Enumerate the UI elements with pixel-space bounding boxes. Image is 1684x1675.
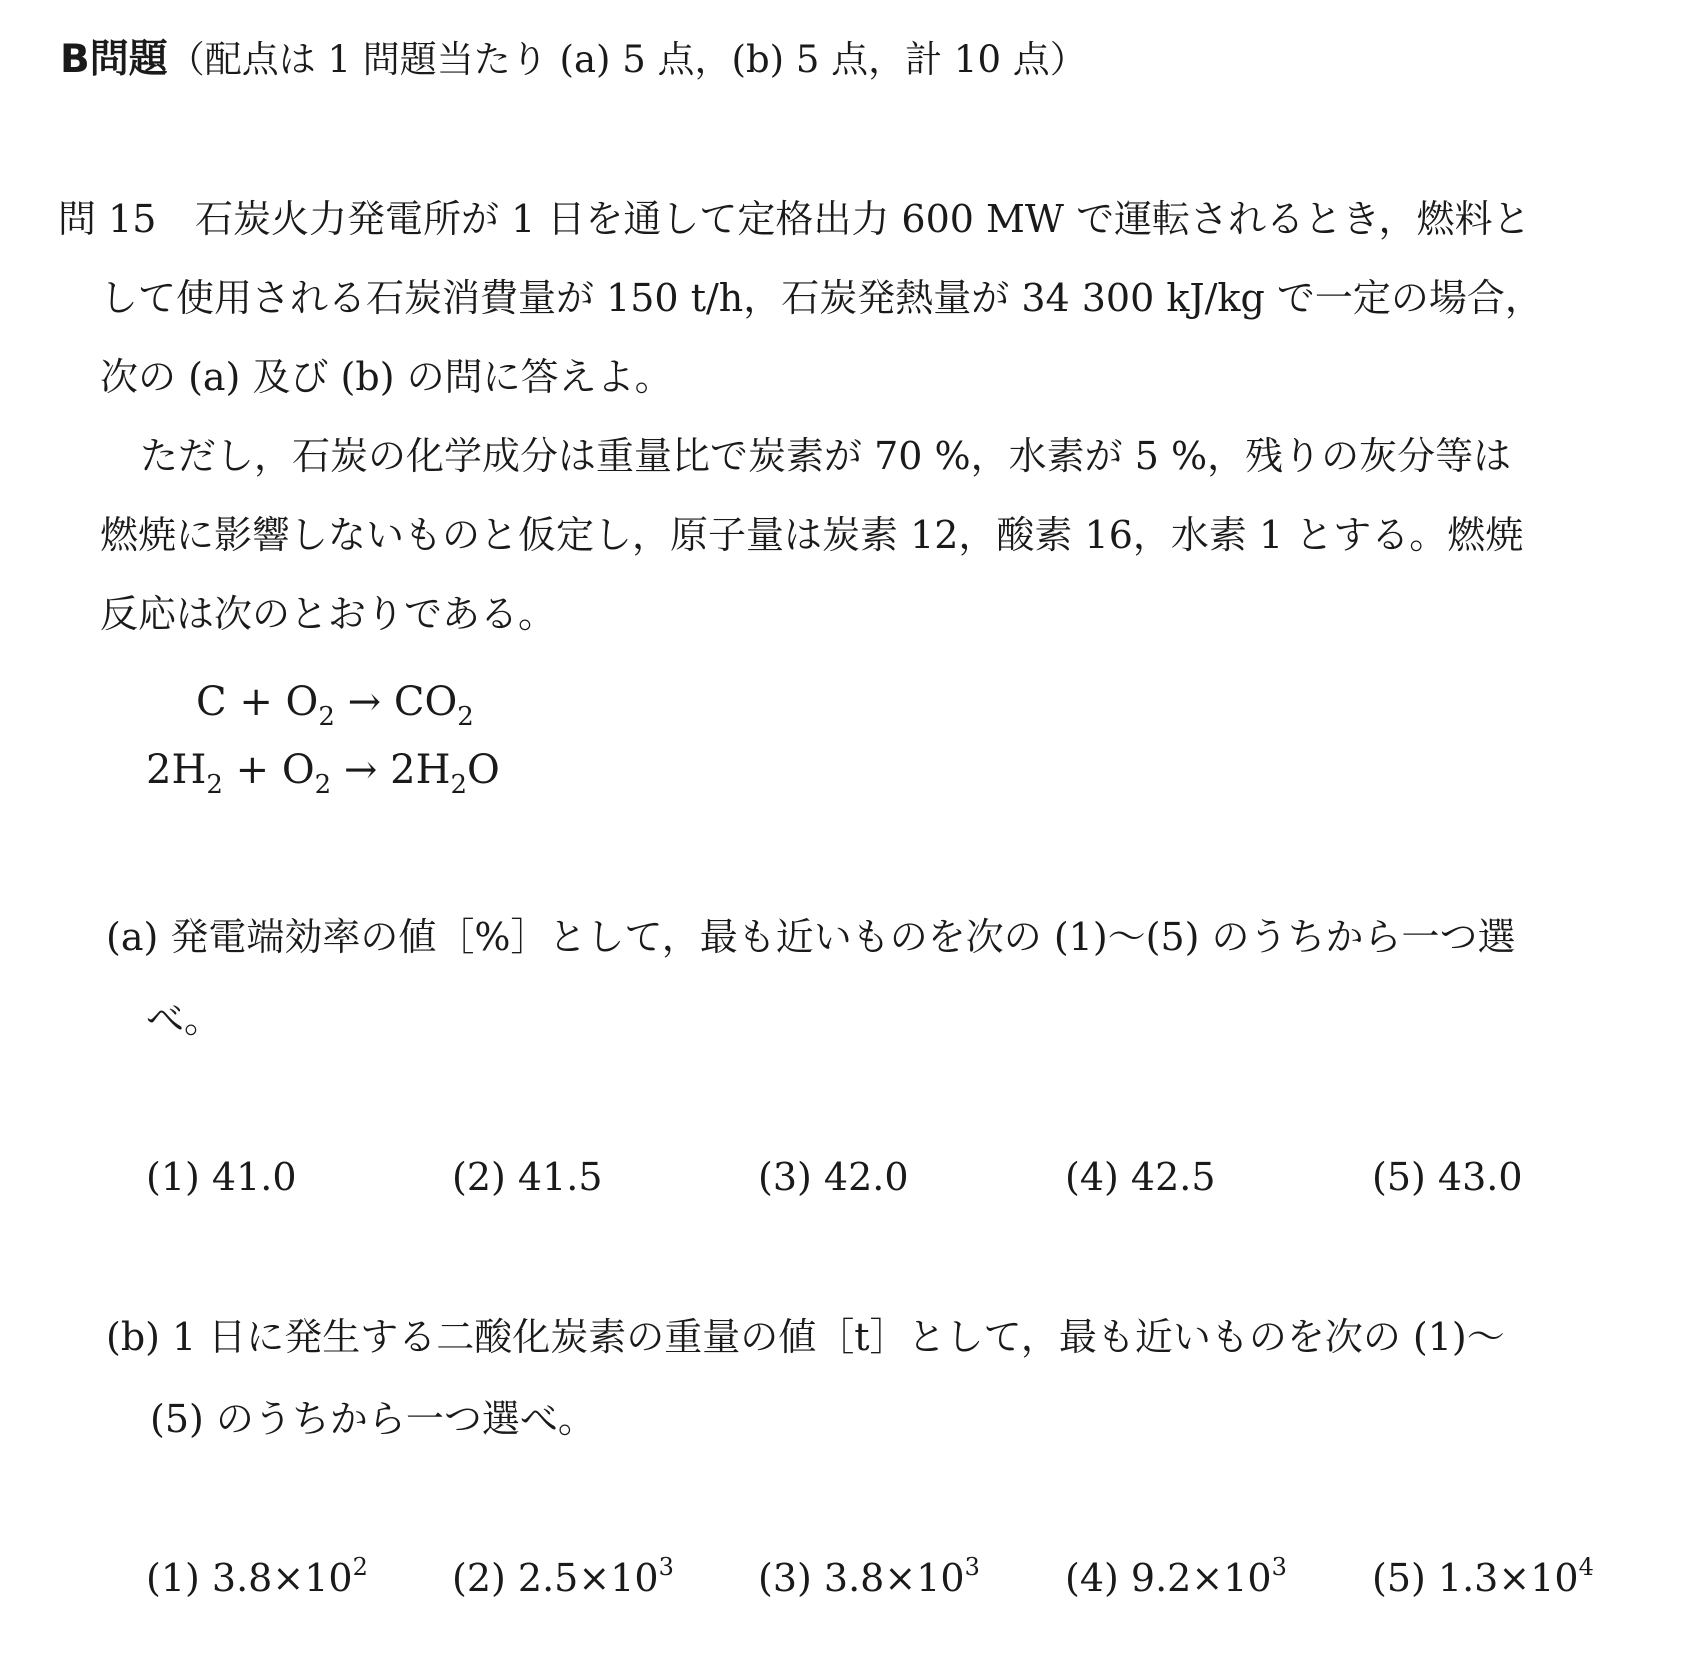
part-b-choices	[140, 1555, 1600, 1605]
choice-exponent: 4	[1578, 1553, 1594, 1581]
choice-value: 41.0	[211, 1155, 297, 1199]
part-b-choice-4[interactable]	[1065, 1553, 1287, 1600]
eq2-sub-2: 2	[314, 770, 332, 800]
choice-number: (5)	[1372, 1556, 1426, 1600]
choice-value: 41.5	[517, 1155, 603, 1199]
part-a-line-2: べ。	[146, 997, 223, 1041]
section-header	[60, 37, 1087, 82]
choice-value: 3.8×10	[823, 1556, 965, 1600]
choice-exponent: 3	[1271, 1553, 1287, 1581]
part-b-choice-1[interactable]	[146, 1553, 368, 1600]
stem-line-6: 反応は次のとおりである。	[100, 592, 557, 636]
stem-line-4: ただし，石炭の化学成分は重量比で炭素が 70 %，水素が 5 %，残りの灰分等は	[140, 434, 1512, 478]
choice-number: (1)	[146, 1556, 200, 1600]
eq1-sub-1: 2	[318, 702, 335, 732]
eq2-tail: O	[467, 747, 500, 793]
choice-number: (3)	[758, 1556, 812, 1600]
stem-line-1: 石炭火力発電所が 1 日を通して定格出力 600 MW で運転されるとき，燃料と	[195, 197, 1531, 241]
part-b-choice-3[interactable]	[758, 1553, 980, 1600]
part-a-choice-2[interactable]	[452, 1155, 603, 1199]
eq1-arrow-product: → CO	[334, 679, 458, 725]
question-number: 問 15	[58, 197, 157, 241]
choice-number: (2)	[452, 1155, 506, 1199]
choice-value: 42.5	[1130, 1155, 1216, 1199]
part-b-line-2: (5) のうちから一つ選べ。	[150, 1397, 596, 1441]
equation-hydrogen-combustion	[146, 747, 500, 800]
stem-line-3: 次の (a) 及び (b) の問に答えよ。	[100, 355, 673, 399]
choice-exponent: 2	[352, 1553, 368, 1581]
part-a-choice-1[interactable]	[146, 1155, 297, 1199]
equation-carbon-combustion	[196, 679, 474, 732]
part-b-choice-5[interactable]	[1372, 1553, 1594, 1600]
choice-value: 2.5×10	[517, 1556, 659, 1600]
choice-number: (3)	[758, 1155, 812, 1199]
part-a-choice-5[interactable]	[1372, 1155, 1523, 1199]
part-b-line-1: (b) 1 日に発生する二酸化炭素の重量の値［t］として，最も近いものを次の (1)～	[106, 1315, 1505, 1359]
eq2-left: 2H	[146, 747, 207, 793]
choice-value: 1.3×10	[1437, 1556, 1579, 1600]
eq2-mid: + O	[222, 747, 315, 793]
eq1-sub-2: 2	[457, 702, 474, 732]
eq2-arrow-product: → 2H	[331, 747, 451, 793]
section-label: B問題	[60, 37, 168, 82]
stem-line-5: 燃焼に影響しないものと仮定し，原子量は炭素 12，酸素 16，水素 1 とする。燃焼	[100, 513, 1524, 557]
eq1-left: C + O	[196, 679, 319, 725]
choice-value: 9.2×10	[1130, 1556, 1272, 1600]
part-a-line-1: (a) 発電端効率の値［%］として，最も近いものを次の (1)～(5) のうちから一つ選	[106, 915, 1516, 959]
choice-number: (1)	[146, 1155, 200, 1199]
choice-number: (4)	[1065, 1155, 1119, 1199]
choice-exponent: 3	[964, 1553, 980, 1581]
choice-number: (2)	[452, 1556, 506, 1600]
eq2-sub-3: 2	[450, 770, 468, 800]
section-scoring-note: （配点は 1 問題当たり (a) 5 点，(b) 5 点，計 10 点）	[167, 38, 1087, 81]
choice-value: 3.8×10	[211, 1556, 353, 1600]
stem-line-2: して使用される石炭消費量が 150 t/h，石炭発熱量が 34 300 kJ/kg で一定の場合，	[100, 276, 1543, 320]
eq2-sub-1: 2	[206, 770, 223, 800]
choice-exponent: 3	[658, 1553, 674, 1581]
choice-value: 42.0	[823, 1155, 909, 1199]
choice-value: 43.0	[1437, 1155, 1523, 1199]
part-b-choice-2[interactable]	[452, 1553, 674, 1600]
part-a-choice-4[interactable]	[1065, 1155, 1216, 1199]
part-a-choices	[140, 1155, 1600, 1208]
choice-number: (5)	[1372, 1155, 1426, 1199]
part-a-choice-3[interactable]	[758, 1155, 909, 1199]
choice-number: (4)	[1065, 1556, 1119, 1600]
